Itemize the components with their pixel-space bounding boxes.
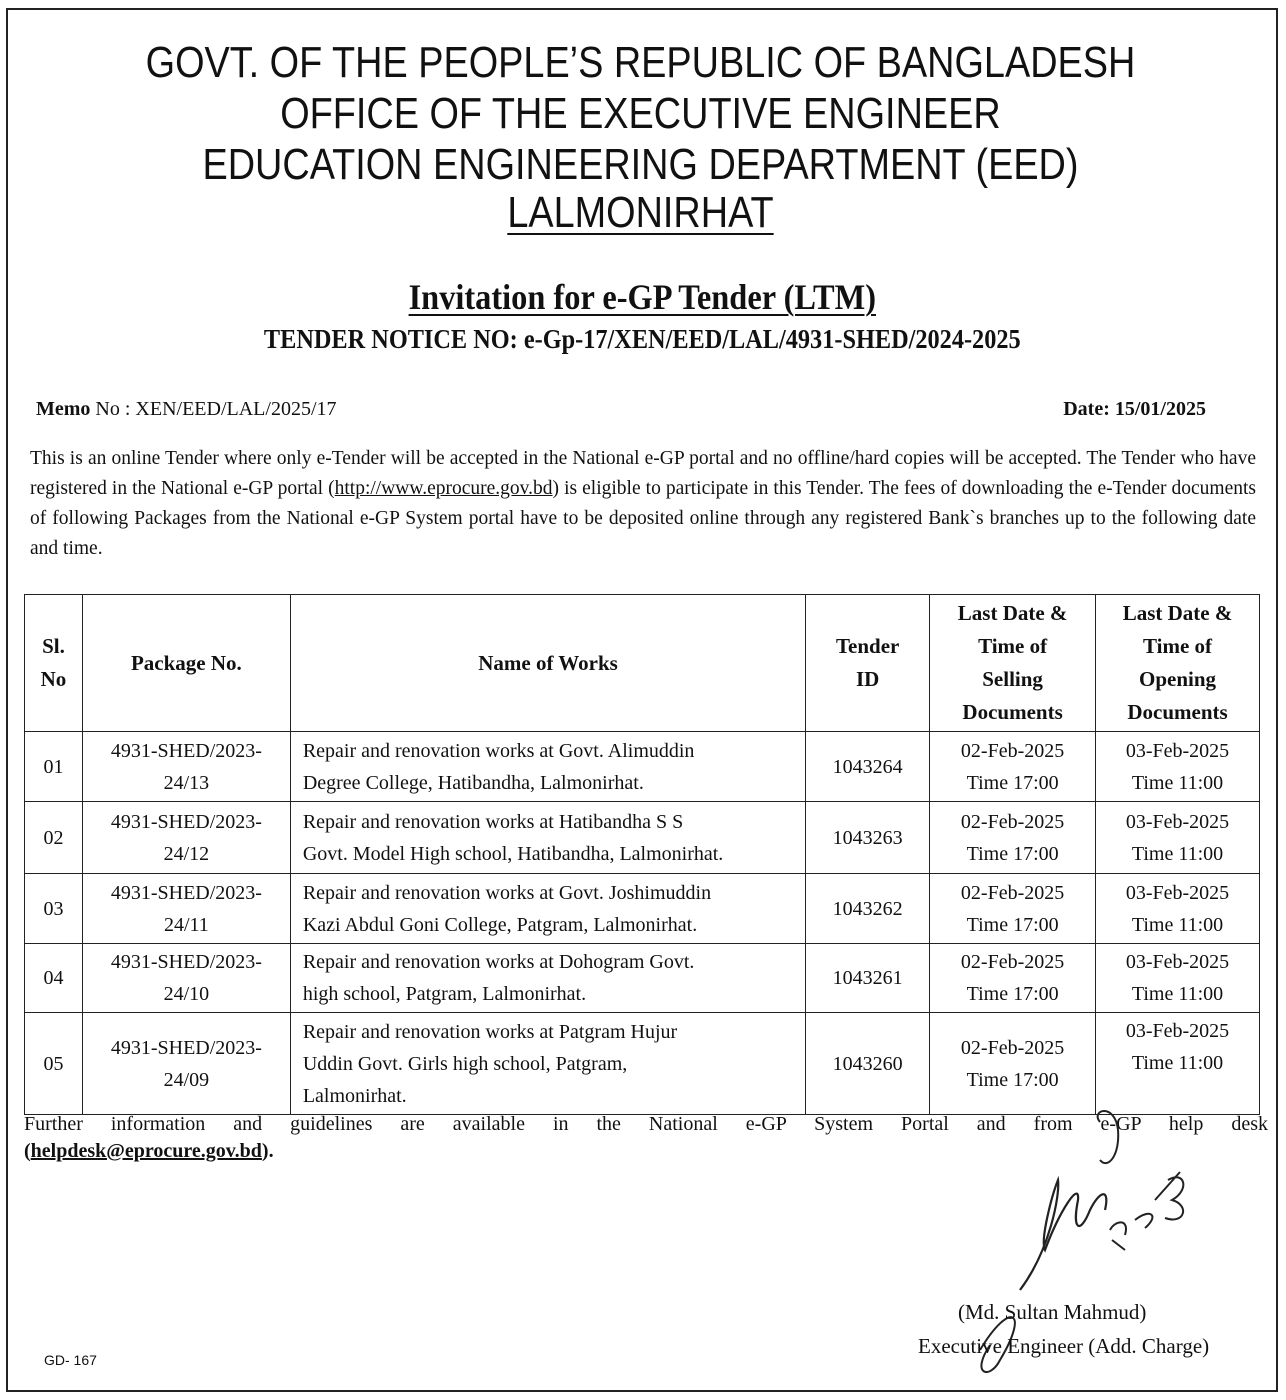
cell-sl: 01 [25,732,83,802]
header-name-of-works: Name of Works [290,595,805,732]
table-row [25,732,1260,802]
cell-sl: 05 [25,1013,83,1115]
cell-package: 4931-SHED/2023- 24/12 [82,802,290,874]
cell-sl: 03 [25,874,83,944]
intro-text-2: ) is eligible to participate in this Tender. The fees of downloading the e-Tender documents of following Packages from the National e-GP System portal have to be deposited online through any registered Bank`s branches up to the following date and time. [30,478,1257,559]
tender-notice-no: TENDER NOTICE NO: e-Gp-17/XEN/EED/LAL/4931-SHED/2024-2025 [263,324,1021,354]
cell-tender-id: 1043264 [806,732,930,802]
cell-package: 4931-SHED/2023- 24/11 [82,874,290,944]
cell-sl: 04 [25,944,83,1013]
cell-opening: 03-Feb-2025 Time 11:00 [1096,1013,1260,1115]
notice-date: Date: 15/01/2025 [1063,398,1206,420]
header-office: OFFICE OF THE EXECUTIVE ENGINEER [280,89,1001,138]
header-govt: GOVT. OF THE PEOPLE’S REPUBLIC OF BANGLADESH [145,38,1136,87]
tender-table [24,594,1260,1115]
footer-code: GD- 167 [44,1352,97,1368]
cell-selling: 02-Feb-2025 Time 17:00 [930,732,1096,802]
signer-title: Executive Engineer (Add. Charge) [918,1334,1210,1358]
memo-value: No : XEN/EED/LAL/2025/17 [90,398,337,420]
cell-works: Repair and renovation works at Patgram Hujur Uddin Govt. Girls high school, Patgram, Lalmonirhat. [290,1013,805,1115]
cell-works: Repair and renovation works at Hatibandha S S Govt. Model High school, Hatibandha, Lalmonirhat. [290,802,805,874]
cell-selling: 02-Feb-2025 Time 17:00 [930,1013,1096,1115]
further-info: Further information and guidelines are available in the National e-GP System Portal and from e-GP help desk [24,1113,1268,1135]
header-opening-deadline: Last Date & Time of Opening Documents [1096,595,1260,732]
memo-number [36,398,337,421]
cell-package: 4931-SHED/2023- 24/10 [82,944,290,1013]
cell-selling: 02-Feb-2025 Time 17:00 [930,944,1096,1013]
cell-sl: 02 [25,802,83,874]
cell-opening: 03-Feb-2025 Time 11:00 [1096,802,1260,874]
cell-opening: 03-Feb-2025 Time 11:00 [1096,944,1260,1013]
cell-tender-id: 1043263 [806,802,930,874]
cell-selling: 02-Feb-2025 Time 17:00 [930,874,1096,944]
cell-selling: 02-Feb-2025 Time 17:00 [930,802,1096,874]
header-selling-deadline: Last Date & Time of Selling Documents [930,595,1096,732]
cell-package: 4931-SHED/2023- 24/09 [82,1013,290,1115]
memo-label: Memo [36,398,91,420]
table-row [25,874,1260,944]
cell-tender-id: 1043262 [806,874,930,944]
header-tender-id: Tender ID [806,595,930,732]
signer-name: (Md. Sultan Mahmud) [958,1300,1147,1324]
intro-text-1: This is an online Tender where only e-Tender will be accepted in the National e-GP portal and no offline/hard copies will be accepted. The Tender who have registered in the National e-GP portal ( [30,448,1256,499]
helpdesk-line: (helpdesk@eprocure.gov.bd). [24,1140,274,1162]
table-header-row [25,595,1260,732]
cell-works: Repair and renovation works at Govt. Alimuddin Degree College, Hatibandha, Lalmonirhat. [290,732,805,802]
header-package-no: Package No. [82,595,290,732]
cell-works: Repair and renovation works at Dohogram Govt. high school, Patgram, Lalmonirhat. [290,944,805,1013]
intro-paragraph [30,444,1256,564]
cell-works: Repair and renovation works at Govt. Joshimuddin Kazi Abdul Goni College, Patgram, Lalmonirhat. [290,874,805,944]
helpdesk-email-link[interactable]: helpdesk@eprocure.gov.bd [30,1140,262,1162]
header-district [88,188,1194,238]
header-sl-no: Sl. No [25,595,83,732]
cell-tender-id: 1043261 [806,944,930,1013]
page-title [64,276,1221,318]
header-department: EDUCATION ENGINEERING DEPARTMENT (EED) [202,140,1079,189]
table-row [25,944,1260,1013]
header-district-text: LALMONIRHAT [507,188,774,237]
cell-package: 4931-SHED/2023- 24/13 [82,732,290,802]
cell-opening: 03-Feb-2025 Time 11:00 [1096,874,1260,944]
portal-link[interactable]: http://www.eprocure.gov.bd [334,478,553,499]
cell-tender-id: 1043260 [806,1013,930,1115]
table-row [25,802,1260,874]
cell-opening: 03-Feb-2025 Time 11:00 [1096,732,1260,802]
page-title-text: Invitation for e-GP Tender (LTM) [408,277,877,317]
